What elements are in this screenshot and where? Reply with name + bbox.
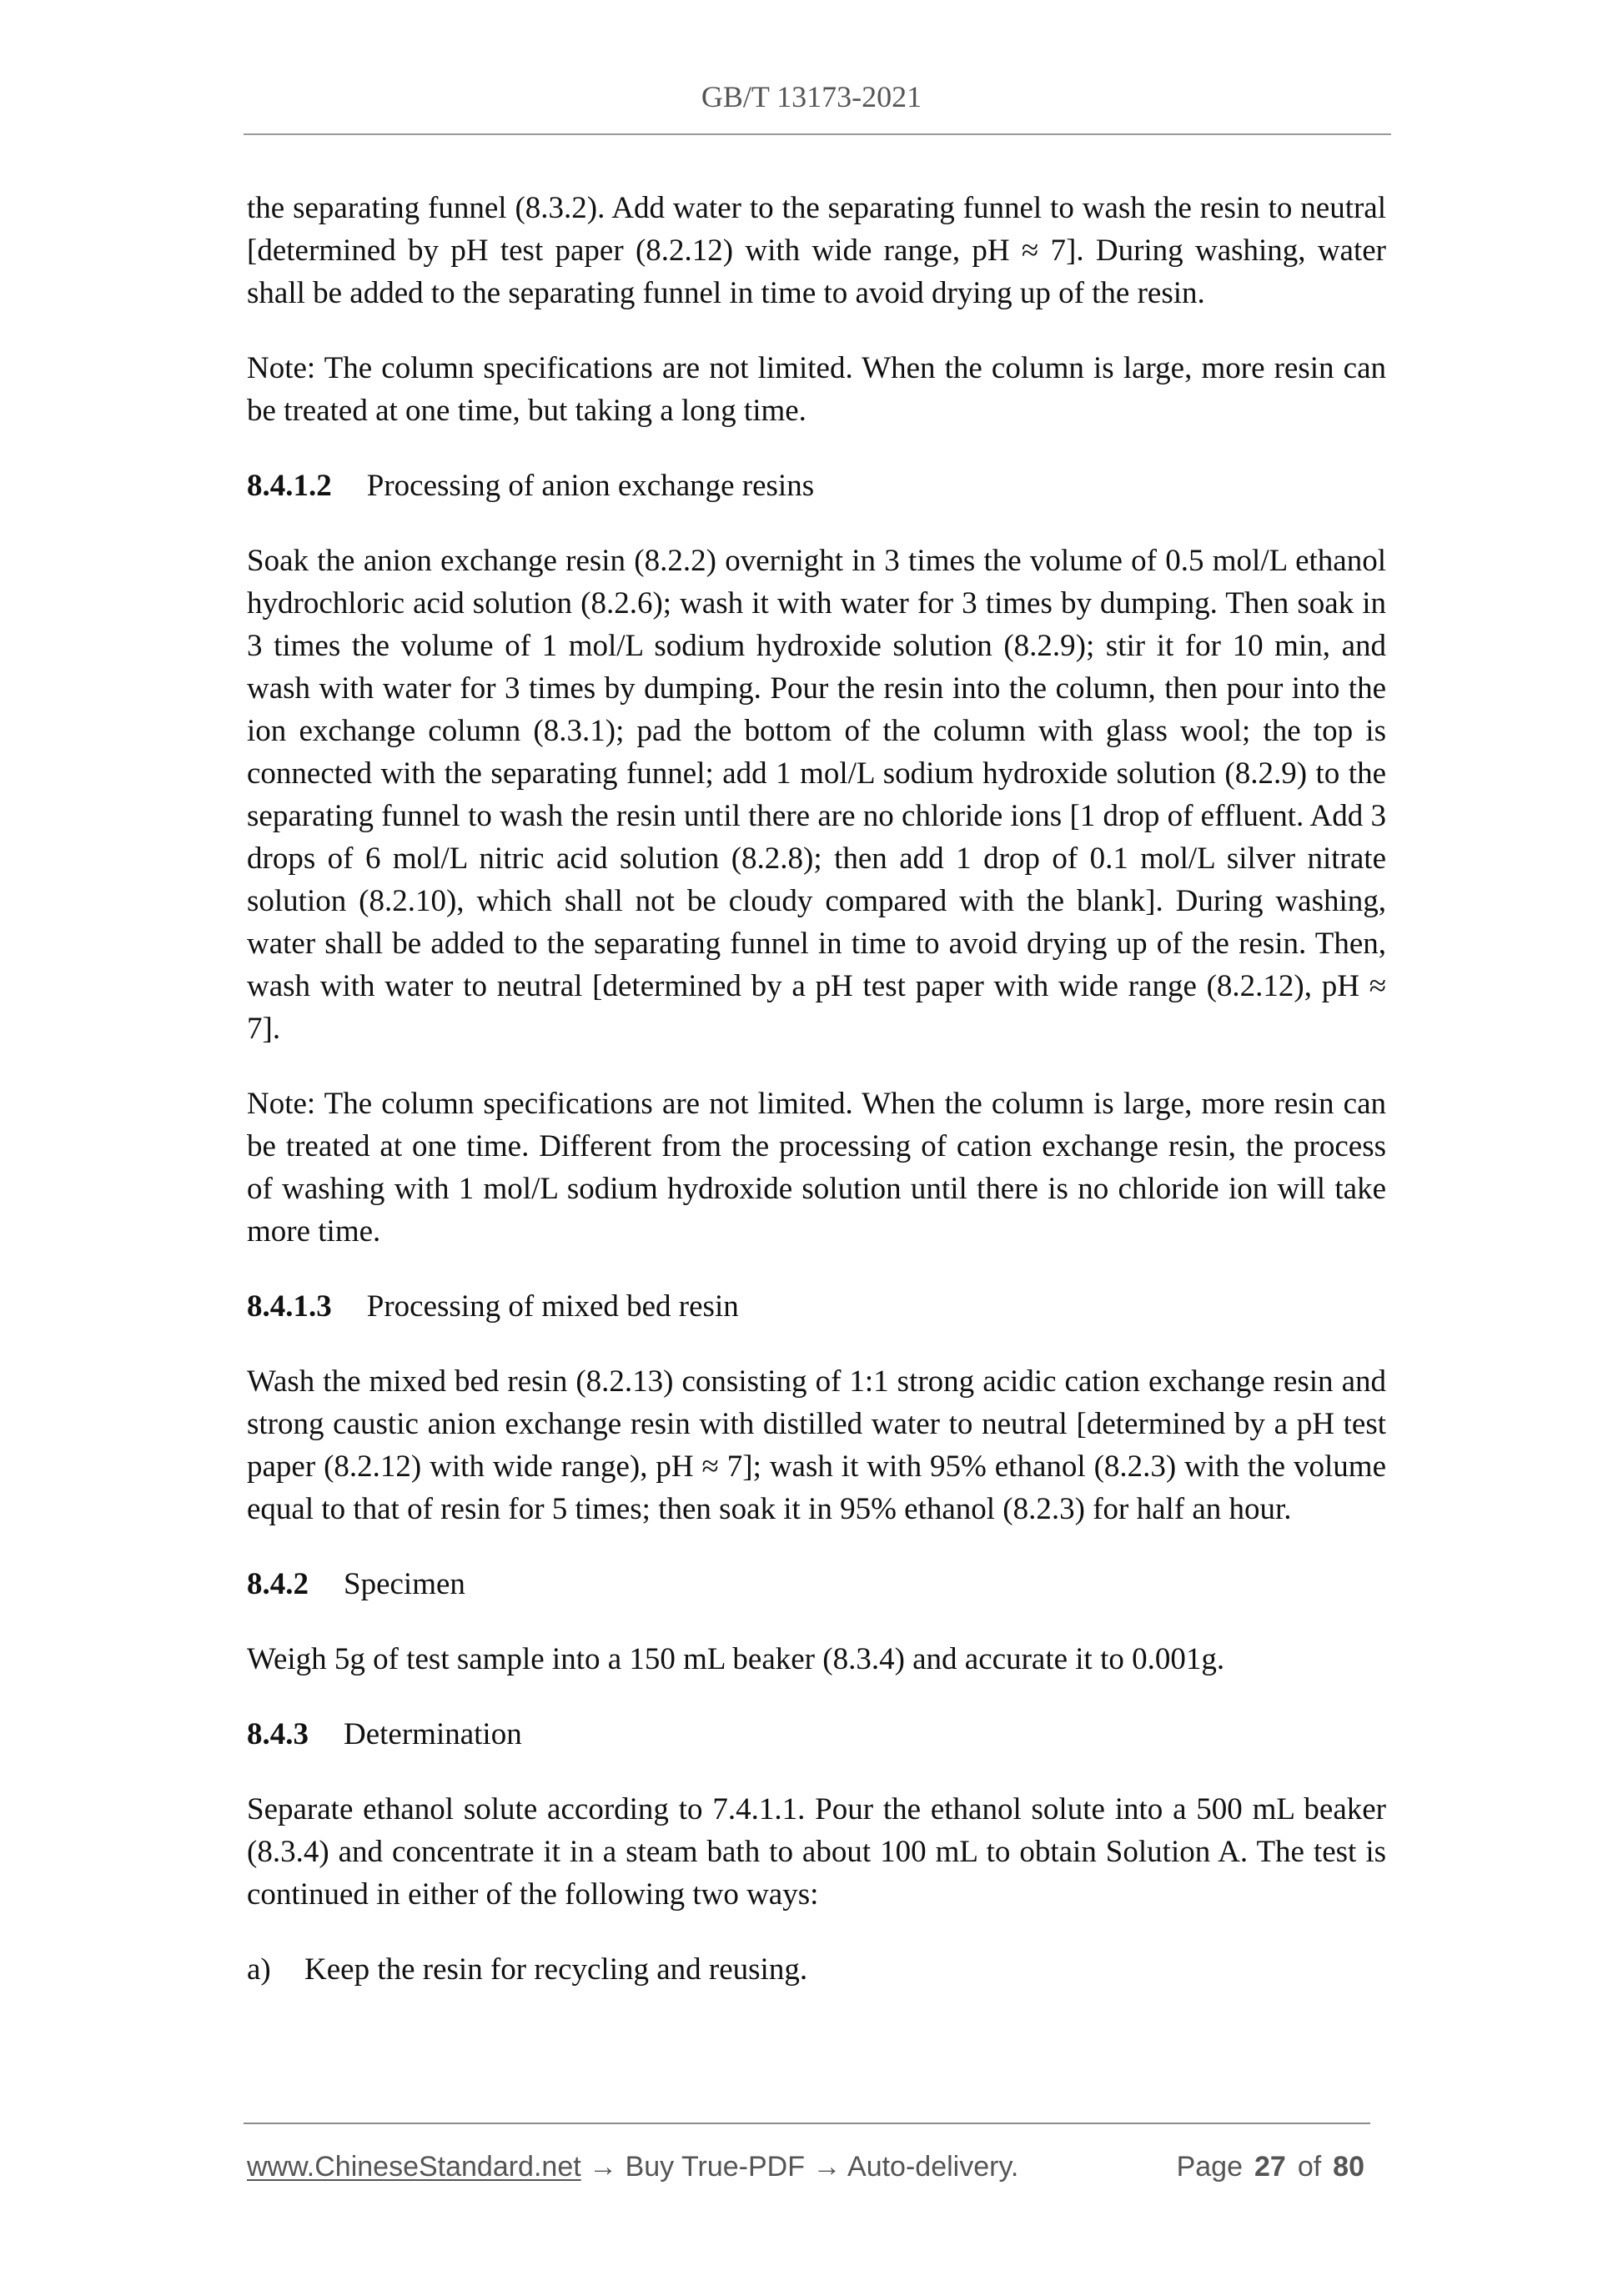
paragraph-specimen: Weigh 5g of test sample into a 150 mL beaker (8.3.4) and accurate it to 0.001g.: [247, 1642, 1225, 1676]
section-heading-8-4-1-3: [247, 1285, 1386, 1328]
section-title: Processing of anion exchange resins: [366, 469, 815, 503]
paragraph-mixed-bed: Wash the mixed bed resin (8.2.13) consisting of 1:1 strong acidic cation exchange resin and strong caustic anion exchange resin with distilled water to neutral [determined by a pH test paper (8.2.12) with wide range), pH ≈ 7]; wash it with 95% ethanol (8.2.3) with the volume equal to that of resin for 5 times; then soak it in 95% ethanol (8.2.3) for half an hour.: [247, 1364, 1386, 1526]
arrow-right-icon: →: [812, 2151, 842, 2183]
section-number: 8.4.1.3: [247, 1289, 332, 1324]
list-marker: a): [247, 1952, 271, 1987]
paragraph-continuation: the separating funnel (8.3.2). Add water to the separating funnel to wash the resin to neutral [determined by pH test paper (8.2.12) with wide range, pH ≈ 7]. During washing, water shall be added to the separating funnel in time to avoid drying up of the resin.: [247, 191, 1386, 310]
page-content: [247, 187, 1386, 1991]
page-footer: [247, 2148, 1364, 2185]
note-paragraph: Note: The column specifications are not limited. When the column is large, more resin can be treated at one time, but taking a long time.: [247, 351, 1386, 428]
section-heading-8-4-2: [247, 1563, 1386, 1605]
section-title: Specimen: [344, 1567, 465, 1601]
paragraph-anion-processing: Soak the anion exchange resin (8.2.2) overnight in 3 times the volume of 0.5 mol/L ethanol hydrochloric acid solution (8.2.6); wash it with water for 3 times by dumping. Then soak in 3 times the volume of 1 mol/L sodium hydroxide solution (8.2.9); stir it for 10 min, and wash with water for 3 times by dumping. Pour the resin into the column, then pour into the ion exchange column (8.3.1); pad the bottom of the column with glass wool; the top is connected with the separating funnel; add 1 mol/L sodium hydroxide solution (8.2.9) to the separating funnel to wash the resin until there are no chloride ions [1 drop of effluent. Add 3 drops of 6 mol/L nitric acid solution (8.2.8); then add 1 drop of 0.1 mol/L silver nitrate solution (8.2.10), which shall not be cloudy compared with the blank]. During washing, water shall be added to the separating funnel in time to avoid drying up of the resin. Then, wash with water to neutral [determined by a pH test paper with wide range (8.2.12), pH ≈ 7].: [247, 544, 1386, 1046]
section-number: 8.4.3: [247, 1717, 309, 1751]
buy-text: Buy True-PDF: [625, 2151, 805, 2183]
section-heading-8-4-1-2: [247, 465, 1386, 507]
section-title: Determination: [344, 1717, 522, 1751]
of-label: of: [1297, 2151, 1322, 2183]
page-label: Page: [1176, 2151, 1243, 2183]
arrow-right-icon: →: [589, 2151, 618, 2183]
list-item-text: Keep the resin for recycling and reusing.: [304, 1952, 808, 1987]
section-number: 8.4.1.2: [247, 469, 332, 503]
running-header: GB/T 13173-2021: [701, 80, 922, 113]
note-paragraph: Note: The column specifications are not limited. When the column is large, more resin can be treated at one time. Different from the processing of cation exchange resin, the process of washing with 1 mol/L sodium hydroxide solution until there is no chloride ion will take more time.: [247, 1087, 1386, 1248]
footer-divider: [244, 2123, 1370, 2124]
section-heading-8-4-3: [247, 1713, 1386, 1756]
page-number: [1177, 2148, 1364, 2185]
total-pages: 80: [1333, 2151, 1364, 2183]
paragraph-determination: Separate ethanol solute according to 7.4.1.1. Pour the ethanol solute into a 500 mL beaker (8.3.4) and concentrate it in a steam bath to about 100 mL to obtain Solution A. The test is continued in either of the following two ways:: [247, 1792, 1386, 1912]
header-divider: [244, 133, 1391, 135]
delivery-text: Auto-delivery.: [847, 2151, 1019, 2183]
website-link[interactable]: www.ChineseStandard.net: [247, 2151, 581, 2183]
section-number: 8.4.2: [247, 1567, 309, 1601]
section-title: Processing of mixed bed resin: [366, 1289, 739, 1324]
current-page: 27: [1254, 2151, 1286, 2183]
list-item: [247, 1948, 1386, 1991]
footer-promo: [247, 2148, 1018, 2185]
